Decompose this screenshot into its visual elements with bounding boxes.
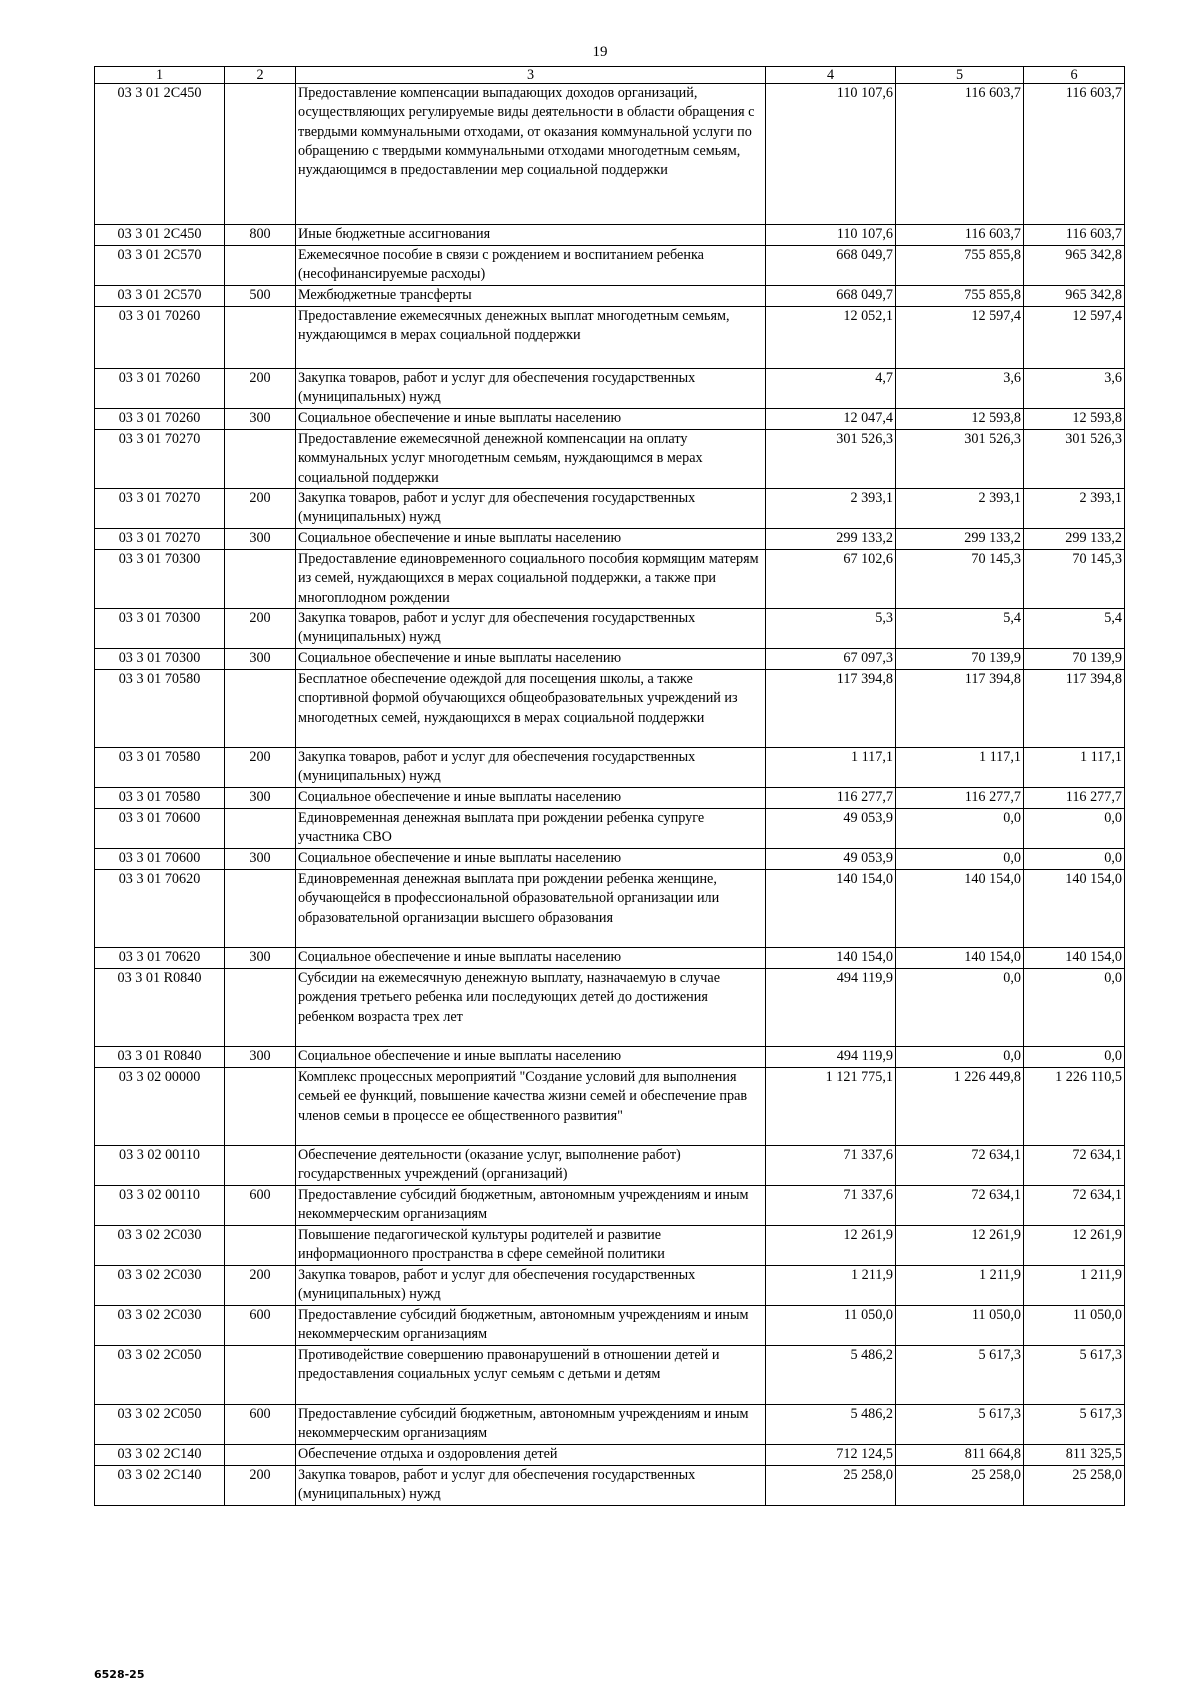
table-body [95, 84, 1125, 1506]
row-value-col4: 4,7 [766, 369, 896, 409]
row-expense-type: 300 [225, 948, 296, 969]
row-value-col4: 49 053,9 [766, 809, 896, 849]
row-name: Предоставление компенсации выпадающих доходов организаций, осуществляющих регулируемые виды деятельности в области обращения с твердыми коммунальными отходами, от оказания коммунальной услуги по обращению с твердыми коммунальными отходами многодетным семьям, нуждающимся в предоставлении мер социальной поддержки [296, 84, 766, 225]
row-value-col6: 5 617,3 [1024, 1346, 1125, 1405]
row-value-col6: 70 145,3 [1024, 550, 1125, 609]
row-value-col5: 70 139,9 [896, 649, 1024, 670]
row-value-col5: 140 154,0 [896, 948, 1024, 969]
row-expense-type: 300 [225, 1047, 296, 1068]
row-value-col4: 2 393,1 [766, 489, 896, 529]
table-row [95, 529, 1125, 550]
row-expense-type [225, 84, 296, 225]
row-name: Предоставление ежемесячных денежных выплат многодетным семьям, нуждающимся в мерах социальной поддержки [296, 307, 766, 369]
row-value-col4: 301 526,3 [766, 430, 896, 489]
row-value-col4: 71 337,6 [766, 1186, 896, 1226]
row-code: 03 3 01 70580 [95, 748, 225, 788]
row-expense-type [225, 1346, 296, 1405]
row-value-col4: 1 211,9 [766, 1266, 896, 1306]
table-row [95, 969, 1125, 1047]
row-name: Повышение педагогической культуры родителей и развитие информационного пространства в сфере семейной политики [296, 1226, 766, 1266]
row-value-col5: 0,0 [896, 809, 1024, 849]
row-expense-type [225, 969, 296, 1047]
row-value-col4: 494 119,9 [766, 1047, 896, 1068]
row-value-col5: 116 277,7 [896, 788, 1024, 809]
table-row [95, 670, 1125, 748]
col-header-3: 3 [296, 67, 766, 84]
row-value-col6: 12 593,8 [1024, 409, 1125, 430]
row-value-col6: 140 154,0 [1024, 948, 1125, 969]
table-row [95, 286, 1125, 307]
row-expense-type: 300 [225, 788, 296, 809]
row-expense-type: 200 [225, 1466, 296, 1506]
row-expense-type: 300 [225, 409, 296, 430]
row-value-col4: 5 486,2 [766, 1405, 896, 1445]
row-value-col4: 668 049,7 [766, 286, 896, 307]
row-expense-type: 200 [225, 609, 296, 649]
row-value-col6: 301 526,3 [1024, 430, 1125, 489]
row-value-col5: 1 211,9 [896, 1266, 1024, 1306]
row-code: 03 3 01 2С450 [95, 84, 225, 225]
row-value-col4: 110 107,6 [766, 225, 896, 246]
table-row [95, 489, 1125, 529]
row-value-col5: 301 526,3 [896, 430, 1024, 489]
row-code: 03 3 01 70300 [95, 550, 225, 609]
table-row [95, 409, 1125, 430]
row-code: 03 3 02 00000 [95, 1068, 225, 1146]
row-code: 03 3 01 R0840 [95, 1047, 225, 1068]
row-name: Социальное обеспечение и иные выплаты населению [296, 529, 766, 550]
row-name: Межбюджетные трансферты [296, 286, 766, 307]
row-value-col4: 494 119,9 [766, 969, 896, 1047]
row-expense-type: 300 [225, 649, 296, 670]
table-row [95, 948, 1125, 969]
header-row [95, 67, 1125, 84]
row-value-col5: 72 634,1 [896, 1146, 1024, 1186]
row-value-col5: 25 258,0 [896, 1466, 1024, 1506]
row-code: 03 3 01 70620 [95, 870, 225, 948]
row-value-col5: 0,0 [896, 1047, 1024, 1068]
row-value-col5: 116 603,7 [896, 84, 1024, 225]
col-header-5: 5 [896, 67, 1024, 84]
row-value-col4: 1 117,1 [766, 748, 896, 788]
row-name: Предоставление единовременного социального пособия кормящим матерям из семей, нуждающихся в мерах социальной поддержки, а также при многоплодном рождении [296, 550, 766, 609]
row-expense-type [225, 1226, 296, 1266]
table-row [95, 1146, 1125, 1186]
row-value-col5: 755 855,8 [896, 286, 1024, 307]
row-value-col6: 12 597,4 [1024, 307, 1125, 369]
row-value-col4: 49 053,9 [766, 849, 896, 870]
row-value-col6: 11 050,0 [1024, 1306, 1125, 1346]
row-value-col4: 11 050,0 [766, 1306, 896, 1346]
row-name: Социальное обеспечение и иные выплаты населению [296, 649, 766, 670]
row-value-col5: 0,0 [896, 849, 1024, 870]
row-value-col6: 1 117,1 [1024, 748, 1125, 788]
table-row [95, 430, 1125, 489]
row-value-col4: 12 047,4 [766, 409, 896, 430]
row-name: Социальное обеспечение и иные выплаты населению [296, 788, 766, 809]
row-expense-type: 300 [225, 849, 296, 870]
row-value-col5: 3,6 [896, 369, 1024, 409]
row-value-col5: 12 597,4 [896, 307, 1024, 369]
row-value-col6: 5,4 [1024, 609, 1125, 649]
row-name: Социальное обеспечение и иные выплаты населению [296, 948, 766, 969]
row-value-col4: 5,3 [766, 609, 896, 649]
page-number: 19 [592, 44, 608, 60]
col-header-6: 6 [1024, 67, 1125, 84]
row-value-col4: 116 277,7 [766, 788, 896, 809]
row-name: Закупка товаров, работ и услуг для обеспечения государственных (муниципальных) нужд [296, 489, 766, 529]
row-value-col4: 299 133,2 [766, 529, 896, 550]
row-value-col4: 12 052,1 [766, 307, 896, 369]
row-code: 03 3 02 2С030 [95, 1266, 225, 1306]
row-value-col5: 1 226 449,8 [896, 1068, 1024, 1146]
row-value-col5: 11 050,0 [896, 1306, 1024, 1346]
table-row [95, 1405, 1125, 1445]
table-row [95, 550, 1125, 609]
table-row [95, 1068, 1125, 1146]
row-code: 03 3 01 70260 [95, 409, 225, 430]
row-value-col6: 2 393,1 [1024, 489, 1125, 529]
row-value-col6: 72 634,1 [1024, 1186, 1125, 1226]
row-value-col5: 0,0 [896, 969, 1024, 1047]
row-name: Предоставление субсидий бюджетным, автономным учреждениям и иным некоммерческим организациям [296, 1405, 766, 1445]
row-value-col4: 67 102,6 [766, 550, 896, 609]
row-value-col5: 811 664,8 [896, 1445, 1024, 1466]
row-value-col4: 140 154,0 [766, 948, 896, 969]
row-value-col5: 12 593,8 [896, 409, 1024, 430]
row-value-col5: 72 634,1 [896, 1186, 1024, 1226]
table-row [95, 788, 1125, 809]
row-value-col6: 965 342,8 [1024, 246, 1125, 286]
row-expense-type: 200 [225, 489, 296, 529]
row-name: Закупка товаров, работ и услуг для обеспечения государственных (муниципальных) нужд [296, 609, 766, 649]
row-name: Закупка товаров, работ и услуг для обеспечения государственных (муниципальных) нужд [296, 369, 766, 409]
row-value-col6: 299 133,2 [1024, 529, 1125, 550]
row-value-col6: 12 261,9 [1024, 1226, 1125, 1266]
row-value-col5: 299 133,2 [896, 529, 1024, 550]
table-row [95, 809, 1125, 849]
row-value-col6: 0,0 [1024, 969, 1125, 1047]
row-name: Закупка товаров, работ и услуг для обеспечения государственных (муниципальных) нужд [296, 1466, 766, 1506]
table-row [95, 307, 1125, 369]
row-value-col6: 0,0 [1024, 849, 1125, 870]
row-expense-type: 200 [225, 748, 296, 788]
row-value-col4: 117 394,8 [766, 670, 896, 748]
row-value-col5: 117 394,8 [896, 670, 1024, 748]
row-code: 03 3 02 00110 [95, 1146, 225, 1186]
row-value-col4: 12 261,9 [766, 1226, 896, 1266]
row-value-col4: 668 049,7 [766, 246, 896, 286]
row-name: Единовременная денежная выплата при рождении ребенка супруге участника СВО [296, 809, 766, 849]
row-code: 03 3 01 70600 [95, 809, 225, 849]
row-code: 03 3 01 70300 [95, 609, 225, 649]
row-expense-type [225, 307, 296, 369]
row-name: Закупка товаров, работ и услуг для обеспечения государственных (муниципальных) нужд [296, 1266, 766, 1306]
table-row [95, 609, 1125, 649]
row-value-col5: 70 145,3 [896, 550, 1024, 609]
table-row [95, 1047, 1125, 1068]
row-value-col5: 1 117,1 [896, 748, 1024, 788]
row-expense-type [225, 430, 296, 489]
row-value-col6: 140 154,0 [1024, 870, 1125, 948]
row-name: Предоставление ежемесячной денежной компенсации на оплату коммунальных услуг многодетным семьям, нуждающимся в мерах социальной поддержки [296, 430, 766, 489]
row-expense-type [225, 1445, 296, 1466]
row-expense-type [225, 1146, 296, 1186]
row-value-col4: 1 121 775,1 [766, 1068, 896, 1146]
table-row [95, 1466, 1125, 1506]
row-expense-type: 200 [225, 369, 296, 409]
table-row [95, 1346, 1125, 1405]
row-expense-type: 600 [225, 1186, 296, 1226]
row-expense-type [225, 550, 296, 609]
table-row [95, 1226, 1125, 1266]
row-name: Бесплатное обеспечение одеждой для посещения школы, а также спортивной формой обучающихся общеобразовательных учреждений из многодетных семей, нуждающихся в мерах социальной поддержки [296, 670, 766, 748]
row-code: 03 3 01 70260 [95, 307, 225, 369]
col-header-4: 4 [766, 67, 896, 84]
row-value-col6: 0,0 [1024, 809, 1125, 849]
row-name: Обеспечение отдыха и оздоровления детей [296, 1445, 766, 1466]
row-code: 03 3 02 00110 [95, 1186, 225, 1226]
row-expense-type [225, 809, 296, 849]
row-value-col6: 1 226 110,5 [1024, 1068, 1125, 1146]
row-expense-type [225, 870, 296, 948]
row-value-col5: 140 154,0 [896, 870, 1024, 948]
row-value-col4: 67 097,3 [766, 649, 896, 670]
row-value-col6: 0,0 [1024, 1047, 1125, 1068]
table-row [95, 1306, 1125, 1346]
row-value-col4: 140 154,0 [766, 870, 896, 948]
row-value-col6: 5 617,3 [1024, 1405, 1125, 1445]
table-row [95, 84, 1125, 225]
table-row [95, 849, 1125, 870]
table-row [95, 1186, 1125, 1226]
row-value-col6: 116 603,7 [1024, 225, 1125, 246]
row-code: 03 3 01 R0840 [95, 969, 225, 1047]
row-expense-type: 300 [225, 529, 296, 550]
row-code: 03 3 01 70620 [95, 948, 225, 969]
row-code: 03 3 01 2С450 [95, 225, 225, 246]
row-code: 03 3 01 70300 [95, 649, 225, 670]
row-name: Предоставление субсидий бюджетным, автономным учреждениям и иным некоммерческим организациям [296, 1306, 766, 1346]
row-name: Иные бюджетные ассигнования [296, 225, 766, 246]
row-value-col5: 755 855,8 [896, 246, 1024, 286]
row-code: 03 3 01 70270 [95, 489, 225, 529]
row-name: Социальное обеспечение и иные выплаты населению [296, 849, 766, 870]
row-name: Субсидии на ежемесячную денежную выплату, назначаемую в случае рождения третьего ребенка или последующих детей до достижения ребенком возраста трех лет [296, 969, 766, 1047]
row-name: Ежемесячное пособие в связи с рождением и воспитанием ребенка (несофинансируемые расходы) [296, 246, 766, 286]
row-value-col5: 5 617,3 [896, 1405, 1024, 1445]
row-expense-type: 600 [225, 1306, 296, 1346]
table-row [95, 870, 1125, 948]
row-value-col6: 72 634,1 [1024, 1146, 1125, 1186]
row-value-col4: 25 258,0 [766, 1466, 896, 1506]
row-name: Социальное обеспечение и иные выплаты населению [296, 409, 766, 430]
row-code: 03 3 02 2С050 [95, 1405, 225, 1445]
row-name: Противодействие совершению правонарушений в отношении детей и предоставления социальных услуг семьям с детьми и детям [296, 1346, 766, 1405]
row-value-col4: 5 486,2 [766, 1346, 896, 1405]
row-code: 03 3 02 2С030 [95, 1306, 225, 1346]
row-value-col6: 116 603,7 [1024, 84, 1125, 225]
table-row [95, 1266, 1125, 1306]
row-code: 03 3 01 2С570 [95, 286, 225, 307]
row-expense-type [225, 1068, 296, 1146]
table-row [95, 246, 1125, 286]
row-name: Комплекс процессных мероприятий "Создание условий для выполнения семьей ее функций, повышение качества жизни семей и обеспечение прав членов семьи в процессе ее общественного развития" [296, 1068, 766, 1146]
table-row [95, 1445, 1125, 1466]
footer-code: 6528-25 [94, 1668, 145, 1681]
row-value-col5: 5,4 [896, 609, 1024, 649]
row-value-col5: 2 393,1 [896, 489, 1024, 529]
row-expense-type [225, 670, 296, 748]
row-expense-type [225, 246, 296, 286]
row-expense-type: 800 [225, 225, 296, 246]
row-code: 03 3 01 70260 [95, 369, 225, 409]
row-value-col6: 116 277,7 [1024, 788, 1125, 809]
row-code: 03 3 01 70600 [95, 849, 225, 870]
row-code: 03 3 02 2С140 [95, 1445, 225, 1466]
row-code: 03 3 01 70580 [95, 670, 225, 748]
row-value-col6: 1 211,9 [1024, 1266, 1125, 1306]
row-name: Единовременная денежная выплата при рождении ребенка женщине, обучающейся в профессиональной образовательной организации или образовательной организации высшего образования [296, 870, 766, 948]
col-header-2: 2 [225, 67, 296, 84]
table-row [95, 369, 1125, 409]
row-value-col4: 712 124,5 [766, 1445, 896, 1466]
row-value-col6: 25 258,0 [1024, 1466, 1125, 1506]
row-name: Социальное обеспечение и иные выплаты населению [296, 1047, 766, 1068]
row-value-col5: 5 617,3 [896, 1346, 1024, 1405]
row-name: Предоставление субсидий бюджетным, автономным учреждениям и иным некоммерческим организациям [296, 1186, 766, 1226]
row-code: 03 3 02 2С050 [95, 1346, 225, 1405]
row-value-col6: 117 394,8 [1024, 670, 1125, 748]
table-row [95, 225, 1125, 246]
row-value-col6: 811 325,5 [1024, 1445, 1125, 1466]
row-code: 03 3 01 70580 [95, 788, 225, 809]
row-expense-type: 200 [225, 1266, 296, 1306]
table-row [95, 649, 1125, 670]
row-name: Обеспечение деятельности (оказание услуг, выполнение работ) государственных учреждений (организаций) [296, 1146, 766, 1186]
budget-table [94, 66, 1125, 1506]
row-value-col6: 70 139,9 [1024, 649, 1125, 670]
row-value-col5: 12 261,9 [896, 1226, 1024, 1266]
row-code: 03 3 02 2С030 [95, 1226, 225, 1266]
row-value-col6: 3,6 [1024, 369, 1125, 409]
row-expense-type: 600 [225, 1405, 296, 1445]
col-header-1: 1 [95, 67, 225, 84]
table-row [95, 748, 1125, 788]
row-value-col4: 71 337,6 [766, 1146, 896, 1186]
row-expense-type: 500 [225, 286, 296, 307]
row-name: Закупка товаров, работ и услуг для обеспечения государственных (муниципальных) нужд [296, 748, 766, 788]
row-value-col5: 116 603,7 [896, 225, 1024, 246]
row-code: 03 3 01 70270 [95, 430, 225, 489]
row-code: 03 3 01 70270 [95, 529, 225, 550]
row-value-col4: 110 107,6 [766, 84, 896, 225]
row-value-col6: 965 342,8 [1024, 286, 1125, 307]
row-code: 03 3 01 2С570 [95, 246, 225, 286]
row-code: 03 3 02 2С140 [95, 1466, 225, 1506]
